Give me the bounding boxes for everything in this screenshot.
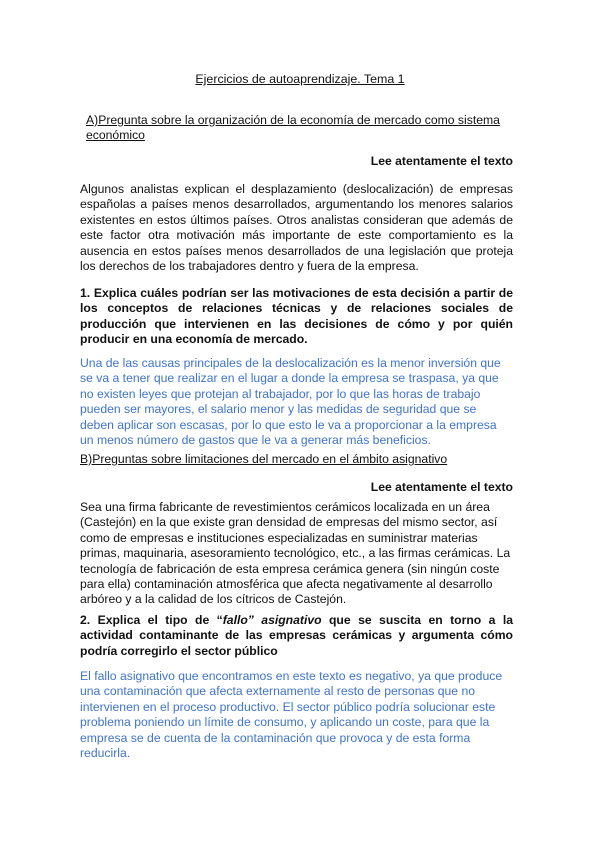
page-title: Ejercicios de autoaprendizaje. Tema 1 bbox=[195, 72, 405, 86]
section-b-instruction: Lee atentamente el texto bbox=[370, 480, 513, 494]
answer-1: Una de las causas principales de la deslocalización es la menor inversión que se va a tener que realizar en el lugar a donde la empresa se traspasa, ya que no existen leyes que protejan al trabajador, por lo que las horas de trabajo pueden ser mayores, el salario menor y las medidas de seguridad que se deben aplicar son escasas, por lo que esto le va a proporcionar a la empresa un menos número de gastos que le va a generar más beneficios. bbox=[80, 356, 501, 448]
section-b-heading: B)Preguntas sobre limitaciones del mercado en el ámbito asignativo bbox=[80, 452, 448, 466]
question-2-suffix: que se suscita en torno a la actividad contaminante de las empresas cerámicas y argumenta cómo podría corregirlo el sector público bbox=[80, 613, 513, 658]
section-b-text: Sea una firma fabricante de revestimientos cerámicos localizada en un área (Castejón) en la que existe gran densidad de empresas del mismo sector, así como de empresas e instituciones especializadas en suministrar materias primas, maquinaria, asesoramiento tecnológico, etc., a las firmas cerámicas. La tecnología de fabricación de esta empresa cerámica genera (sin ningún coste para ella) contaminación atmosférica que afecta negativamente al desarrollo arbóreo y a la calidad de los cítricos de Castejón. bbox=[80, 500, 511, 607]
question-2-prefix: 2. Explica el tipo de “ bbox=[80, 613, 223, 627]
answer-2: El fallo asignativo que encontramos en este texto es negativo, ya que produce una contaminación que afecta externamente al resto de personas que no intervienen en el proceso productivo. El sector público podría solucionar este problema poniendo un límite de consumo, y aplicando un coste, para que la empresa se de cuenta de la contaminación que provoca y de esta forma reducirla. bbox=[80, 669, 503, 761]
section-a-instruction: Lee atentamente el texto bbox=[370, 154, 513, 168]
question-1: 1. Explica cuáles podrían ser las motivaciones de esta decisión a partir de los conceptos de relaciones técnicas y de relaciones sociales de producción que intervienen en las decisiones de cómo y por quién producir en una economía de mercado. bbox=[80, 286, 513, 347]
question-2 bbox=[80, 613, 513, 659]
section-a-text: Algunos analistas explican el desplazamiento (deslocalización) de empresas españolas a países menos desarrollados, argumentando los menores salarios existentes en estos últimos países. Otros analistas consideran que además de este factor otra motivación más importante de este comportamiento es la ausencia en estos países menos desarrollados de una legislación que proteja los derechos de los trabajadores dentro y fuera de la empresa. bbox=[80, 182, 513, 274]
question-2-emphasis: fallo” asignativo bbox=[222, 613, 322, 627]
section-a-heading: A)Pregunta sobre la organización de la economía de mercado como sistema económico bbox=[86, 113, 500, 142]
